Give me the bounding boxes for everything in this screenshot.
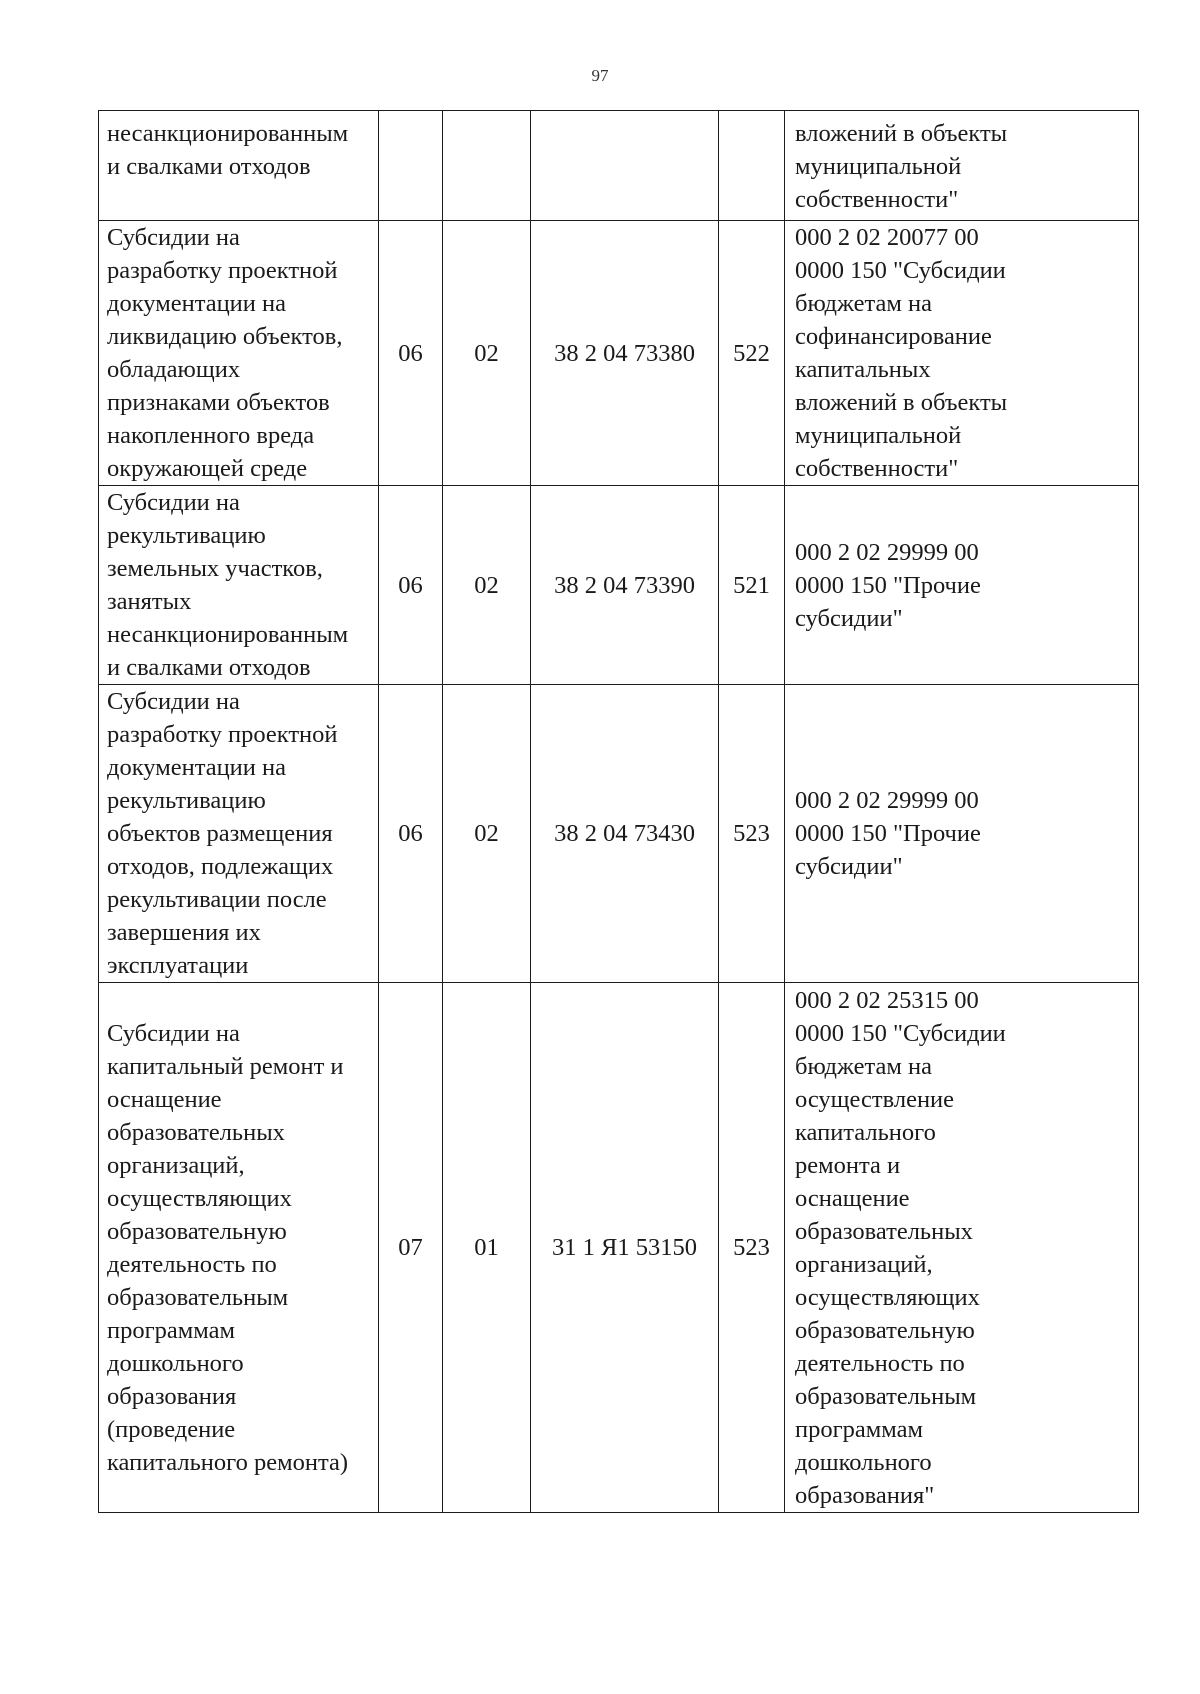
- subsection-code-cell: 01: [443, 983, 531, 1513]
- section-code-cell: 06: [379, 221, 443, 486]
- income-code-line: образовательным: [795, 1382, 977, 1410]
- subsidy-name-line: (проведение: [107, 1415, 236, 1443]
- expense-type-cell: 522: [719, 221, 785, 486]
- income-code-line: 0000 150 "Прочие: [795, 571, 981, 599]
- subsidy-name-line: рекультивации после: [107, 886, 327, 913]
- subsidy-name-line: объектов размещения: [107, 820, 333, 847]
- subsidy-name-line: окружающей среде: [107, 455, 308, 482]
- section-code-cell: 07: [379, 983, 443, 1513]
- subsidy-name-cell: [99, 221, 379, 486]
- subsidy-name-line: капитального ремонта): [107, 1448, 349, 1476]
- income-code-line: оснащение: [795, 1184, 910, 1212]
- expense-type-cell: 523: [719, 983, 785, 1513]
- subsidy-name-cell: [99, 685, 379, 983]
- subsidy-name-line: и свалками отходов: [107, 153, 311, 180]
- income-code-line: осуществляющих: [795, 1283, 980, 1311]
- income-code-cell: [785, 983, 1139, 1513]
- subsidy-name-line: отходов, подлежащих: [107, 853, 334, 880]
- income-code-cell: [785, 111, 1139, 221]
- income-code-line: образовательных: [795, 1217, 973, 1245]
- subsidy-name-line: организаций,: [107, 1151, 245, 1179]
- expense-type-cell: 521: [719, 486, 785, 685]
- target-article-cell: 38 2 04 73380: [531, 221, 719, 486]
- income-code-line: 000 2 02 29999 00: [795, 787, 979, 814]
- subsidy-name-line: осуществляющих: [107, 1184, 292, 1212]
- income-code-line: вложений в объекты: [795, 389, 1008, 416]
- income-code-line: 0000 150 "Субсидии: [795, 257, 1006, 284]
- section-code-cell: 06: [379, 685, 443, 983]
- income-code-line: бюджетам на: [795, 1052, 932, 1080]
- income-code-line: ремонта и: [795, 1151, 901, 1179]
- income-code-line: образовательную: [795, 1316, 975, 1344]
- section-code-cell: 06: [379, 486, 443, 685]
- income-code-line: муниципальной: [795, 153, 962, 180]
- budget-table: [98, 110, 1139, 1513]
- income-code-line: 0000 150 "Субсидии: [795, 1019, 1006, 1047]
- section-code-cell: [379, 111, 443, 221]
- expense-type-cell: [719, 111, 785, 221]
- expense-type-cell: 523: [719, 685, 785, 983]
- target-article-cell: 31 1 Я1 53150: [531, 983, 719, 1513]
- subsidy-name-line: эксплуатации: [107, 952, 249, 979]
- table-body: [99, 111, 1139, 1513]
- income-code-line: деятельность по: [795, 1349, 965, 1377]
- income-code-line: капитальных: [795, 356, 931, 383]
- subsidy-name-line: образовательную: [107, 1217, 287, 1245]
- income-code-line: 000 2 02 20077 00: [795, 224, 979, 251]
- subsidy-name-line: образовательным: [107, 1283, 289, 1311]
- subsection-code-cell: 02: [443, 685, 531, 983]
- subsection-code-cell: 02: [443, 221, 531, 486]
- income-code-line: образования": [795, 1481, 935, 1509]
- subsidy-name-line: Субсидии на: [107, 224, 240, 251]
- subsidy-name-line: несанкционированным: [107, 621, 349, 648]
- subsidy-name-line: образовательных: [107, 1118, 285, 1146]
- subsidy-name-line: документации на: [107, 290, 287, 317]
- subsidy-name-line: документации на: [107, 754, 287, 781]
- subsidy-name-line: разработку проектной: [107, 257, 338, 284]
- subsidy-name-line: рекультивацию: [107, 522, 266, 549]
- subsection-code-cell: [443, 111, 531, 221]
- subsidy-name-line: образования: [107, 1382, 237, 1410]
- target-article-cell: 38 2 04 73430: [531, 685, 719, 983]
- income-code-line: капитального: [795, 1118, 936, 1146]
- target-article-cell: [531, 111, 719, 221]
- subsidy-name-line: завершения их: [107, 919, 261, 946]
- subsidy-name-line: рекультивацию: [107, 787, 266, 814]
- income-code-line: бюджетам на: [795, 290, 932, 317]
- subsection-code-cell: 02: [443, 486, 531, 685]
- income-code-cell: [785, 221, 1139, 486]
- income-code-line: субсидии": [795, 604, 903, 632]
- income-code-line: 000 2 02 29999 00: [795, 538, 979, 566]
- income-code-line: субсидии": [795, 853, 903, 880]
- subsidy-name-line: Субсидии на: [107, 688, 240, 715]
- table-row: [99, 685, 1139, 983]
- table-row: [99, 486, 1139, 685]
- subsidy-name-cell: [99, 111, 379, 221]
- table-row: [99, 221, 1139, 486]
- income-code-line: программам: [795, 1415, 924, 1443]
- subsidy-name-cell: [99, 486, 379, 685]
- subsidy-name-line: и свалками отходов: [107, 654, 311, 681]
- income-code-cell: [785, 486, 1139, 685]
- subsidy-name-line: накопленного вреда: [107, 422, 315, 449]
- subsidy-name-line: признаками объектов: [107, 389, 330, 416]
- table-row: [99, 111, 1139, 221]
- income-code-line: 000 2 02 25315 00: [795, 986, 979, 1014]
- subsidy-name-line: Субсидии на: [107, 1019, 240, 1047]
- income-code-line: дошкольного: [795, 1448, 932, 1476]
- subsidy-name-cell: [99, 983, 379, 1513]
- subsidy-name-line: обладающих: [107, 356, 241, 383]
- subsidy-name-line: деятельность по: [107, 1250, 277, 1278]
- income-code-line: осуществление: [795, 1085, 955, 1113]
- subsidy-name-line: земельных участков,: [107, 555, 323, 582]
- subsidy-name-line: разработку проектной: [107, 721, 338, 748]
- table-row: [99, 983, 1139, 1513]
- subsidy-name-line: Субсидии на: [107, 489, 240, 516]
- target-article-cell: 38 2 04 73390: [531, 486, 719, 685]
- subsidy-name-line: дошкольного: [107, 1349, 244, 1377]
- income-code-line: муниципальной: [795, 422, 962, 449]
- subsidy-name-line: программам: [107, 1316, 236, 1344]
- income-code-line: софинансирование: [795, 323, 992, 350]
- income-code-line: собственности": [795, 186, 959, 213]
- subsidy-name-line: капитальный ремонт и: [107, 1052, 344, 1080]
- subsidy-name-line: оснащение: [107, 1085, 222, 1113]
- subsidy-name-line: ликвидацию объектов,: [107, 323, 343, 350]
- income-code-line: 0000 150 "Прочие: [795, 820, 981, 847]
- subsidy-name-line: несанкционированным: [107, 120, 349, 147]
- income-code-cell: [785, 685, 1139, 983]
- income-code-line: организаций,: [795, 1250, 933, 1278]
- subsidy-name-line: занятых: [107, 588, 192, 615]
- page-number: 97: [591, 66, 609, 85]
- income-code-line: вложений в объекты: [795, 120, 1008, 147]
- income-code-line: собственности": [795, 455, 959, 482]
